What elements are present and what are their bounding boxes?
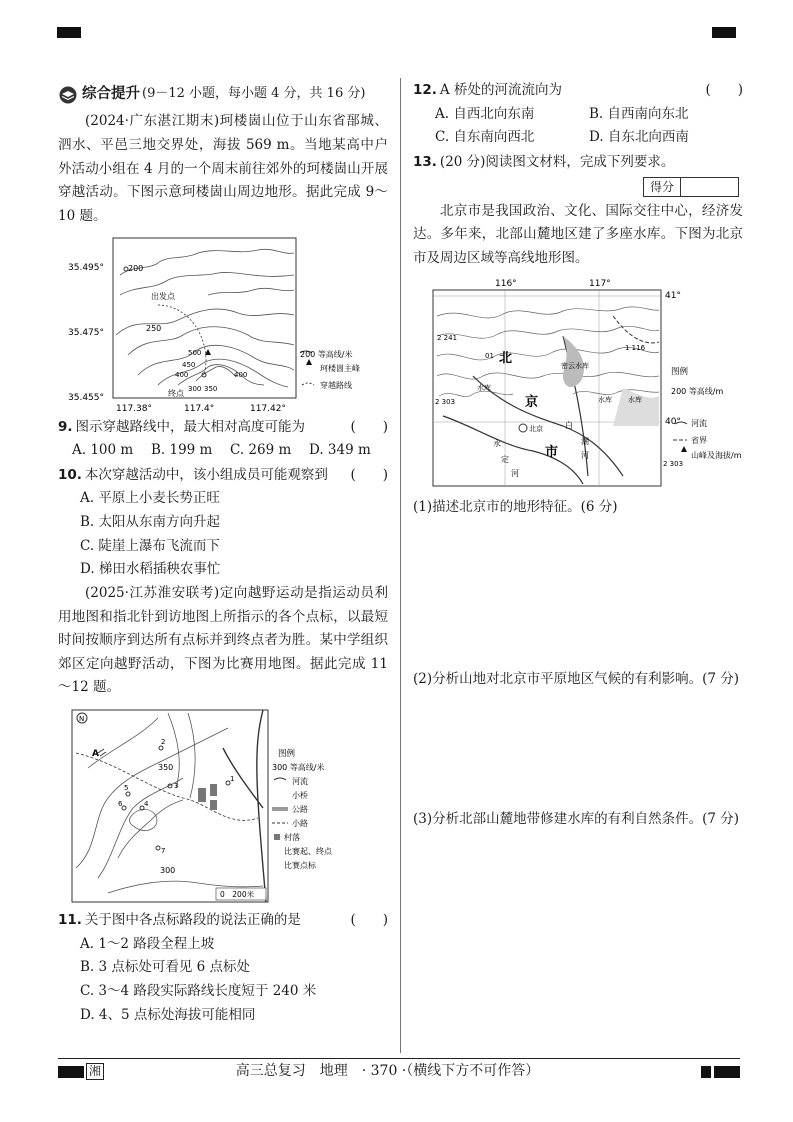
contour-label-200: 200 — [128, 263, 144, 273]
option-10c[interactable]: C. 陡崖上瀑布飞流而下 — [80, 537, 220, 554]
contour-label-500: 500 — [188, 348, 202, 357]
sub-question-2: (2)分析山地对北京市平原地区气候的有利影响。(7 分) — [413, 671, 740, 687]
peak-2303: 2 303 — [435, 398, 456, 407]
place-bei: 北 — [499, 351, 513, 367]
option-11b[interactable]: B. 3 点标处可看见 6 点标处 — [80, 959, 251, 976]
option-12c[interactable]: C. 自东南向西北 — [435, 129, 535, 146]
question-10-bracket[interactable]: ( ) — [350, 466, 388, 483]
contour-label-400a: 400 — [175, 370, 189, 379]
option-9a[interactable]: A. 100 m — [72, 442, 134, 459]
place-he2: 河 — [511, 469, 519, 479]
peak-1116: 1 116 — [625, 344, 646, 353]
map-orienteering-svg — [58, 708, 388, 908]
question-12-number: 12. — [413, 82, 437, 98]
contour-label-300: 300 — [188, 384, 202, 393]
question-12-stem: A 桥处的河流流向为 — [439, 82, 562, 98]
peak-icon-3 — [681, 446, 687, 452]
option-11c[interactable]: C. 3～4 路段实际路线长度短于 240 米 — [80, 982, 317, 999]
north-label: N — [79, 715, 85, 723]
map-beijing — [413, 276, 743, 488]
contour-label-400b: 400 — [234, 370, 248, 379]
map-kelouguo-svg — [58, 235, 388, 415]
lon-label-117: 117° — [589, 279, 611, 290]
place-reservoir-2: 水库 — [598, 396, 612, 405]
layers-icon — [58, 86, 78, 104]
point-label-6: 6 — [118, 800, 123, 808]
point-label-7: 7 — [161, 847, 166, 855]
legend-highway: 公路 — [292, 805, 308, 814]
contour-label-250: 250 — [146, 323, 162, 333]
option-9c[interactable]: C. 269 m — [230, 442, 292, 459]
passage-3: 北京市是我国政治、文化、国际交往中心，经济发达。多年来，北部山麓地区建了多座水库。下图为北京市及周边区域等高线地形图。 — [413, 202, 743, 266]
legend-checkpoint: 比赛点标 — [284, 861, 316, 870]
footer-left — [58, 1063, 104, 1080]
question-10-stem: 本次穿越活动中，该小组成员可能观察到 — [84, 466, 328, 483]
question-12-bracket[interactable]: ( ) — [705, 82, 743, 98]
contour-label-350: 350 — [158, 763, 174, 772]
legend-contour: 200 等高线/米 — [300, 349, 353, 359]
question-10-number: 10. — [58, 466, 82, 483]
place-reservoir-1: 水库 — [477, 384, 491, 393]
question-9-number: 9. — [58, 418, 73, 435]
answer-area-1[interactable] — [413, 520, 743, 668]
answer-area-2[interactable] — [413, 692, 743, 808]
map-orienteering — [58, 708, 388, 908]
lon-label-2: 117.4° — [184, 403, 215, 414]
footer-mark-right-small — [701, 1066, 711, 1078]
point-label-3: 3 — [174, 782, 179, 790]
place-shi: 市 — [545, 445, 559, 461]
contour-label-450: 450 — [182, 360, 196, 369]
footer-left-box: 湘 — [86, 1063, 104, 1080]
question-13-stem: (20 分)阅读图文材料，完成下列要求。 — [439, 153, 675, 170]
legend-title: 图例 — [278, 749, 296, 759]
place-beijing: 北京 — [529, 425, 543, 434]
sub-question-3: (3)分析北部山麓地带修建水库的有利自然条件。(7 分) — [413, 810, 740, 827]
section-header — [58, 82, 388, 107]
legend-route: 穿越路线 — [320, 380, 352, 390]
lat-label-1: 35.495° — [68, 262, 104, 273]
option-9d[interactable]: D. 349 m — [309, 442, 371, 459]
option-11a[interactable]: A. 1～2 路段全程上坡 — [80, 935, 215, 952]
legend-title-3: 图例 — [671, 367, 689, 378]
score-label: 得分 — [643, 177, 681, 197]
question-9 — [58, 416, 388, 463]
point-label-2: 2 — [161, 738, 166, 746]
question-12 — [413, 79, 743, 150]
lat-label-41: 41° — [665, 291, 681, 302]
legend-peak: 珂楼崮主峰 — [320, 363, 360, 373]
peak-01: 01 — [485, 352, 494, 361]
lat-label-40: 40° — [665, 417, 681, 428]
legend-peak-value: 2 303 — [663, 460, 684, 469]
lon-label-1: 117.38° — [116, 403, 152, 414]
map-kelouguo — [58, 235, 388, 415]
place-he: 河 — [581, 451, 589, 461]
place-bai: 白 — [565, 421, 573, 431]
question-11-bracket[interactable]: ( ) — [350, 912, 388, 928]
question-10 — [58, 464, 388, 582]
lat-label-3: 35.455° — [68, 392, 104, 403]
point-label-5: 5 — [124, 784, 129, 792]
legend-contour-3: 200 等高线/m — [671, 387, 724, 397]
legend-river: 河流 — [292, 777, 308, 786]
peak-2241: 2 241 — [437, 334, 458, 343]
legend-village: 村落 — [284, 833, 300, 842]
question-9-bracket[interactable]: ( ) — [350, 418, 388, 435]
peak-icon — [306, 359, 312, 365]
legend-path: 小路 — [292, 819, 308, 828]
legend-river-3: 河流 — [691, 419, 707, 429]
question-13-number: 13. — [413, 153, 437, 170]
point-label-1: 1 — [230, 775, 235, 783]
point-label-4: 4 — [144, 800, 149, 808]
bridge-a-label: A — [92, 749, 99, 759]
option-10d[interactable]: D. 梯田水稻插秧农事忙 — [80, 561, 221, 578]
question-9-stem: 图示穿越路线中，最大相对高度可能为 — [75, 418, 306, 435]
score-box[interactable] — [413, 177, 739, 197]
footer-center: 高三总复习 地理 · 370 ·（横线下方不可作答） — [235, 1063, 540, 1080]
lon-label-116: 116° — [495, 279, 517, 290]
passage-2: (2025·江苏淮安联考)定向越野运动是指运动员利用地图和指北针到访地图上所指示的各个点标，以最短时间按顺序到达所有点标并到终点者为胜。某中学组织郊区定向越野活动，下图为比赛用地图。据此完成 11～12 题。 — [58, 584, 388, 696]
section-info: (9－12 小题，每小题 4 分，共 16 分) — [142, 86, 366, 102]
legend-bridge: 小桥 — [292, 791, 308, 800]
map-beijing-svg — [413, 276, 743, 488]
option-11d[interactable]: D. 4、5 点标处海拔可能相同 — [80, 1006, 256, 1023]
option-12d[interactable]: D. 自东北向西南 — [589, 129, 689, 146]
contour-label-350: 350 — [204, 384, 218, 393]
legend-contour-2: 300 等高线/米 — [272, 763, 325, 772]
left-column — [58, 82, 388, 1027]
page-footer — [58, 1058, 740, 1084]
option-9b[interactable]: B. 199 m — [151, 442, 213, 459]
question-11-stem: 关于图中各点标路段的说法正确的是 — [84, 912, 301, 928]
option-12a[interactable]: A. 自西北向东南 — [435, 105, 535, 122]
footer-mark-right — [714, 1066, 740, 1078]
registration-mark-top-right — [712, 27, 736, 38]
option-12b[interactable]: B. 自西南向东北 — [589, 105, 689, 122]
question-11 — [58, 909, 388, 1027]
place-chao: 潮 — [581, 437, 589, 447]
option-10b[interactable]: B. 太阳从东南方向升起 — [80, 514, 221, 530]
legend-start-end: 比赛起、终点 — [284, 847, 332, 856]
end-point-label: 终点 — [168, 388, 184, 398]
question-11-number: 11. — [58, 912, 82, 928]
place-reservoir-3: 水库 — [628, 396, 642, 405]
sub-question-1: (1)描述北京市的地形特征。(6 分) — [413, 499, 618, 516]
column-divider — [400, 78, 401, 1053]
place-miyun: 密云水库 — [561, 362, 589, 371]
score-field[interactable] — [681, 177, 739, 197]
registration-mark-top-left — [57, 27, 81, 38]
lat-label-2: 35.475° — [68, 327, 104, 338]
footer-right — [701, 1066, 740, 1078]
place-jing: 京 — [525, 395, 539, 411]
question-13 — [413, 151, 743, 831]
option-10a[interactable]: A. 平原上小麦长势正旺 — [80, 490, 220, 507]
scale-bar-label: 0 200米 — [220, 890, 255, 899]
legend-border-3: 省界 — [691, 436, 707, 446]
lon-label-3: 117.42° — [250, 403, 286, 414]
start-point-label: 出发点 — [151, 291, 175, 301]
passage-1: (2024·广东湛江期末)珂楼崮山位于山东省郚城、泗水、平邑三地交界处，海拔 569 m。当地某高中户外活动小组在 4 月的一个周末前往郊外的珂楼崮山开展穿越活动。下图示意珂楼崮山周边地形。据此完成 9～10 题。 — [58, 113, 388, 224]
section-title: 综合提升 — [82, 86, 140, 102]
right-column — [413, 78, 743, 831]
footer-mark-left — [58, 1066, 84, 1078]
legend-peak-3: 山峰及海拔/m — [691, 451, 742, 461]
place-ding: 定 — [501, 455, 509, 465]
contour-label-300: 300 — [160, 866, 176, 875]
place-yong: 永 — [493, 439, 501, 449]
